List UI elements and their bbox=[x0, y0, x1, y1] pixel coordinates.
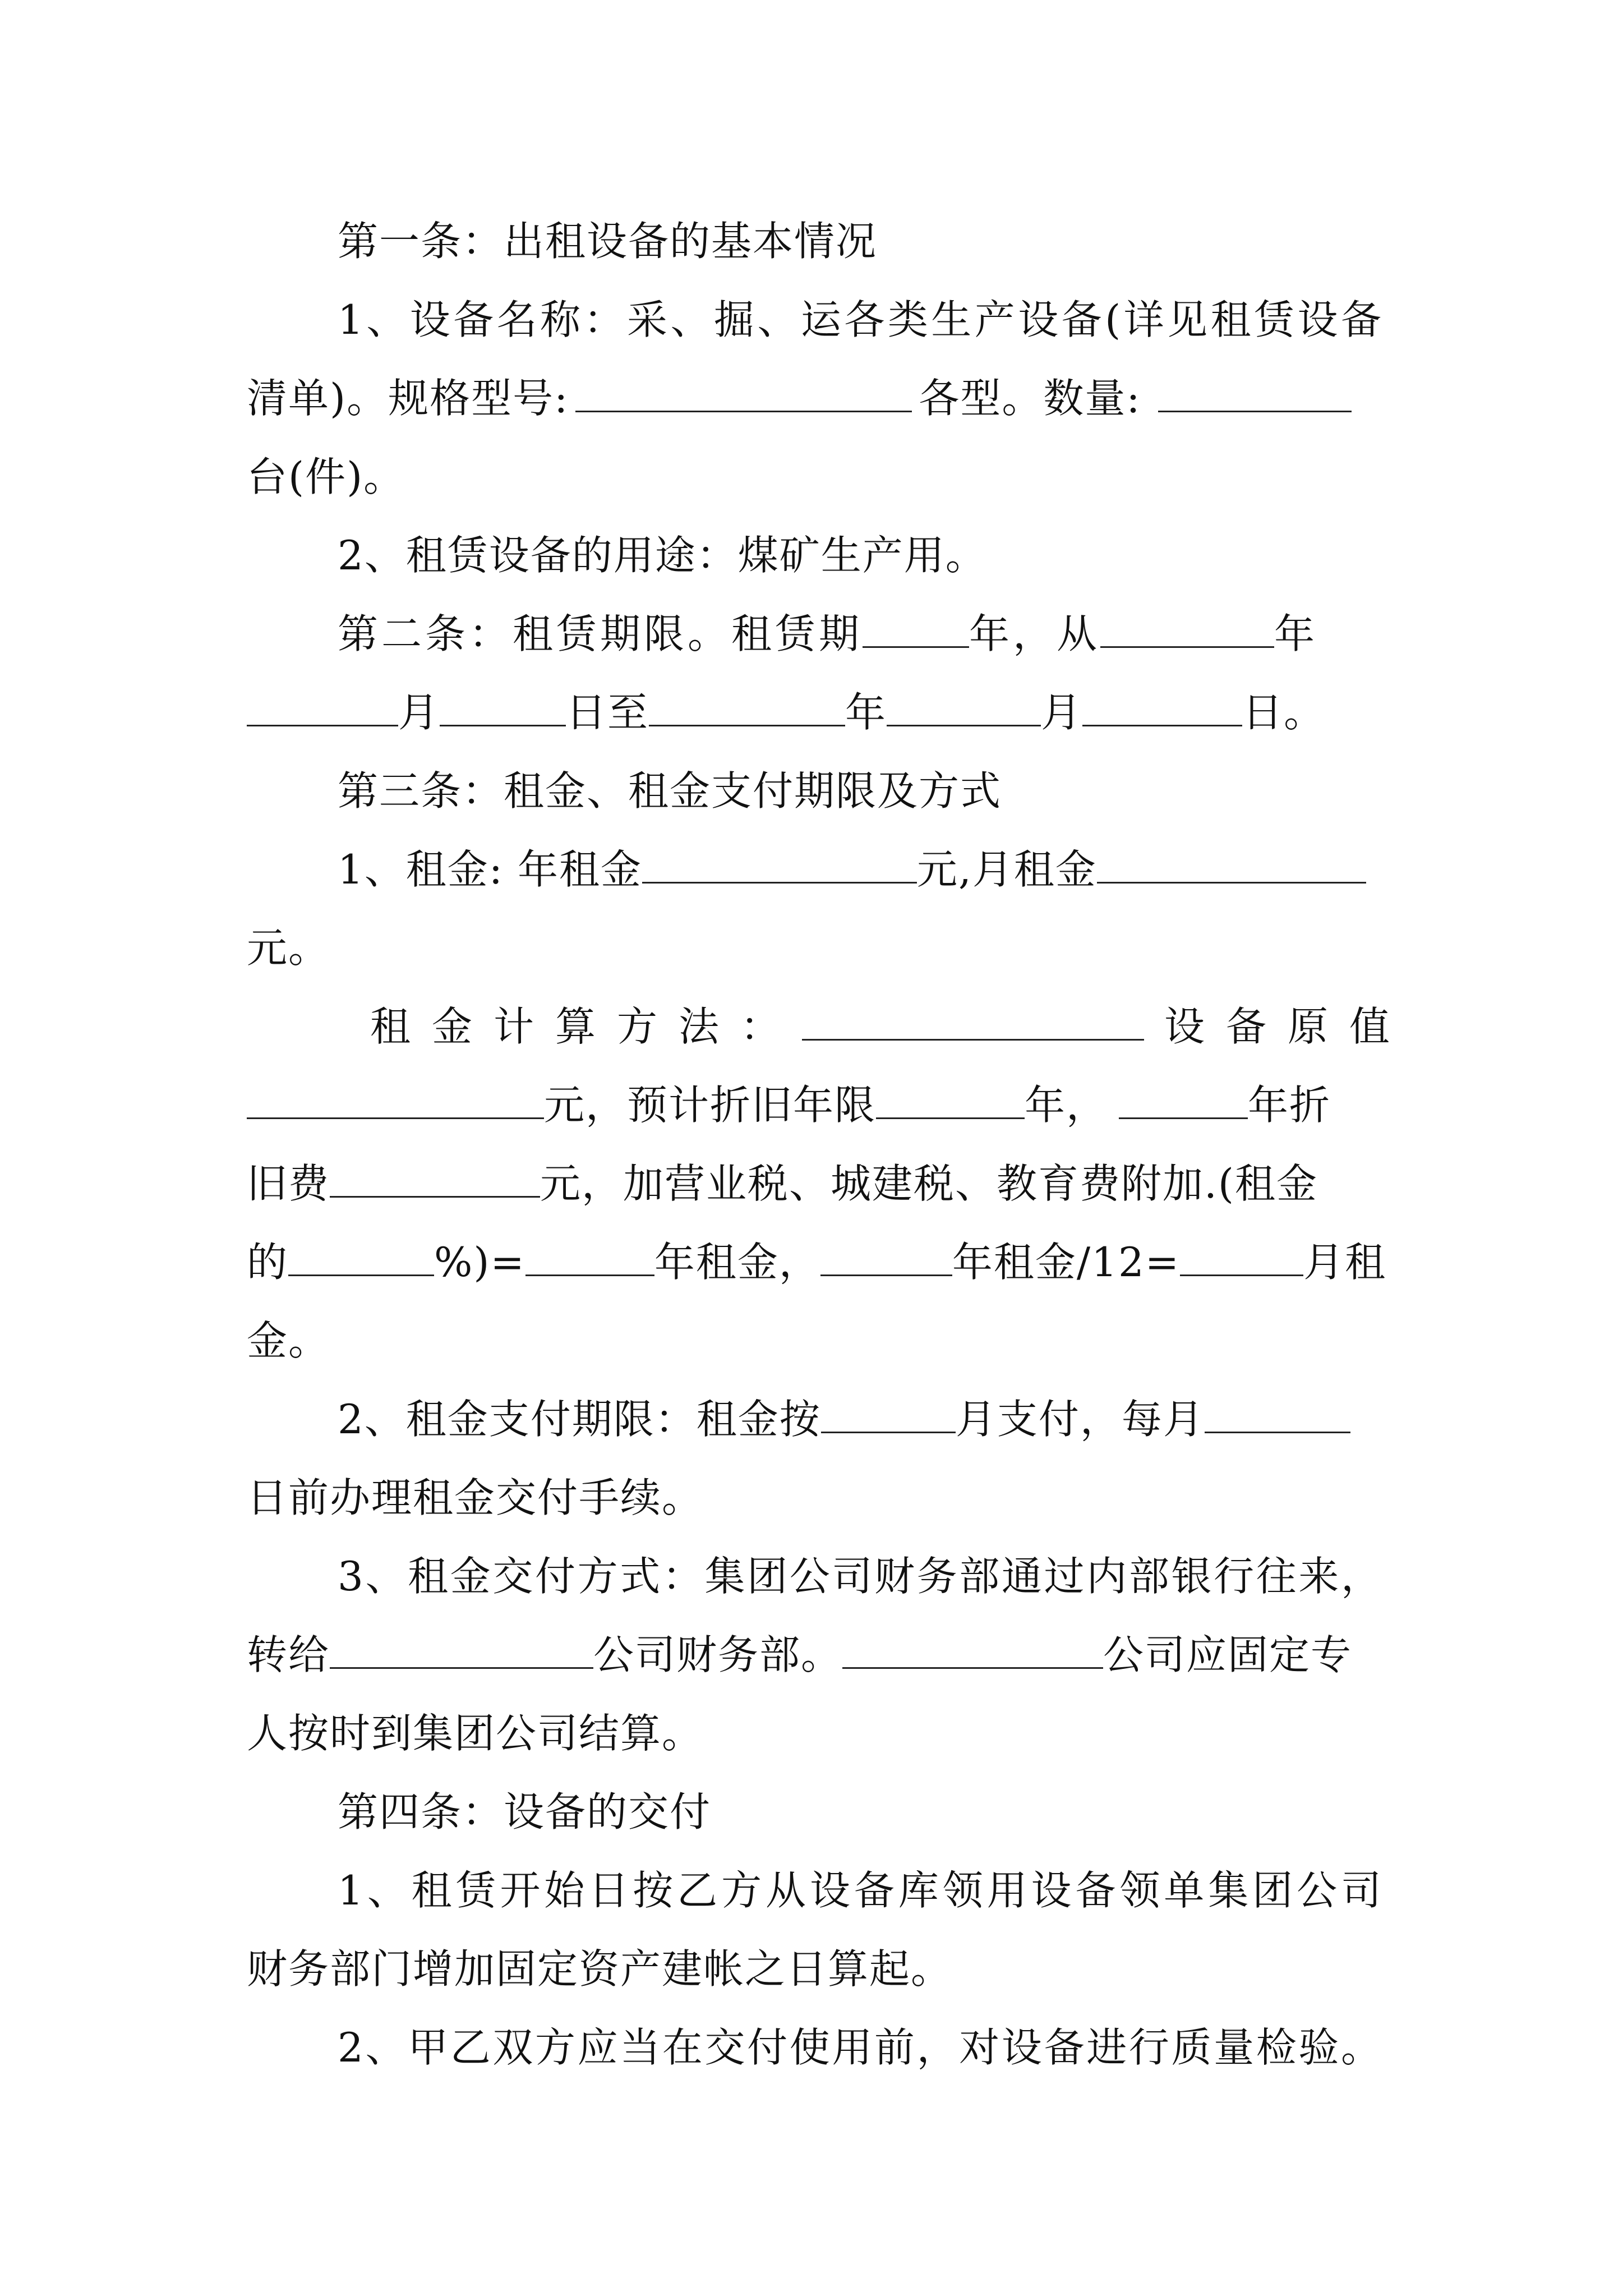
end-month-blank bbox=[887, 692, 1041, 726]
depreciation-line bbox=[247, 1066, 1382, 1144]
annual-rent-blank bbox=[642, 849, 917, 884]
depreciation-fee-blank bbox=[330, 1163, 540, 1198]
transfer-company-blank bbox=[330, 1635, 593, 1669]
monthly-rent-blank bbox=[1097, 849, 1366, 884]
spec-quantity-line bbox=[247, 359, 1382, 438]
spec-blank bbox=[575, 378, 912, 412]
depreciation-years-blank bbox=[876, 1085, 1025, 1119]
monthly-formula-label: 年租金/12= bbox=[952, 1239, 1181, 1286]
start-year-label: 年 bbox=[1274, 610, 1318, 657]
end-day-blank bbox=[1082, 692, 1242, 726]
annual-depreciation-blank bbox=[1119, 1085, 1248, 1119]
start-month-blank bbox=[247, 692, 398, 726]
month-label-1: 月 bbox=[398, 689, 440, 736]
settlement-line: 人按时到集团公司结算。 bbox=[247, 1710, 704, 1757]
fixed-staff-label: 公司应固定专 bbox=[1103, 1631, 1353, 1678]
percent-prefix: 的 bbox=[247, 1239, 289, 1286]
formula-monthly-blank bbox=[1180, 1242, 1303, 1276]
start-day-blank bbox=[440, 692, 566, 726]
day-end-label: 日。 bbox=[1242, 689, 1326, 736]
article-4-heading: 第四条：设备的交付 bbox=[338, 1788, 712, 1835]
calc-method-label: 租金计算方法： bbox=[370, 1003, 803, 1050]
taxes-label: 元，加营业税、城建税、教育费附加.(租金 bbox=[540, 1160, 1318, 1207]
quantity-label: 各型。数量: bbox=[919, 375, 1141, 422]
lease-start-cont-line: 财务部门增加固定资产建帐之日算起。 bbox=[247, 1945, 953, 1993]
monthly-rent-formula-label: 月租 bbox=[1303, 1239, 1387, 1286]
article-2-term-line bbox=[247, 595, 1382, 673]
rent-formula-end-line: 金。 bbox=[247, 1317, 330, 1364]
payment-each-month-label: 月支付，每月 bbox=[955, 1396, 1205, 1443]
term-dates-line bbox=[247, 673, 1382, 752]
percent-blank bbox=[288, 1242, 434, 1276]
article-3-heading: 第三条：租金、租金支付期限及方式 bbox=[338, 767, 1002, 815]
formula-annual-blank bbox=[525, 1242, 654, 1276]
original-value-label: 设备原值 bbox=[1164, 1003, 1412, 1050]
payment-period-line bbox=[247, 1380, 1382, 1458]
quality-inspection-line: 2、甲乙双方应当在交付使用前，对设备进行质量检验。 bbox=[338, 2024, 1382, 2071]
annual-rent-formula-label: 年租金， bbox=[654, 1239, 820, 1286]
article-1-heading: 第一条：出租设备的基本情况 bbox=[338, 218, 878, 265]
depreciation-years-label: 元，预计折旧年限 bbox=[544, 1082, 877, 1129]
term-years-blank bbox=[863, 614, 969, 648]
percent-label: %)= bbox=[434, 1239, 525, 1286]
payment-period-label: 2、租金支付期限：租金按 bbox=[338, 1396, 821, 1443]
payment-day-blank bbox=[1205, 1399, 1350, 1433]
transfer-line bbox=[247, 1616, 1382, 1694]
spec-label: 清单)。规格型号: bbox=[247, 375, 569, 422]
month-label-2: 月 bbox=[1041, 689, 1083, 736]
depreciation-fee-label: 旧费 bbox=[247, 1160, 330, 1207]
settlement-company-blank bbox=[842, 1635, 1103, 1669]
annual-rent-label: 1、租金: 年租金 bbox=[338, 846, 642, 893]
depreciation-fee-line bbox=[247, 1144, 1382, 1223]
term-label: 第二条：租赁期限。租赁期 bbox=[338, 610, 863, 657]
payment-procedure-line: 日前办理租金交付手续。 bbox=[247, 1474, 704, 1521]
annual-depreciation-label: 年折 bbox=[1248, 1082, 1331, 1129]
term-from-label: 年，从 bbox=[969, 610, 1101, 657]
end-year-blank bbox=[649, 692, 845, 726]
monthly-rent-label: 元,月租金 bbox=[916, 846, 1097, 893]
lease-start-line: 1、租赁开始日按乙方从设备库领用设备领单集团公司 bbox=[338, 1867, 1382, 1914]
equipment-use-line: 2、租赁设备的用途：煤矿生产用。 bbox=[338, 532, 987, 579]
rent-unit-line: 元。 bbox=[247, 924, 330, 972]
payment-months-blank bbox=[821, 1399, 956, 1433]
day-to-label: 日至 bbox=[566, 689, 649, 736]
payment-method-line: 3、租金交付方式：集团公司财务部通过内部银行往来， bbox=[338, 1553, 1382, 1600]
unit-line: 台(件)。 bbox=[247, 453, 405, 500]
start-year-blank bbox=[1100, 614, 1274, 648]
formula-annual-2-blank bbox=[820, 1242, 952, 1276]
rent-amount-line bbox=[247, 830, 1382, 909]
original-value-blank bbox=[247, 1085, 544, 1119]
years-comma-label: 年， bbox=[1025, 1082, 1108, 1129]
finance-dept-label: 公司财务部。 bbox=[593, 1631, 843, 1678]
rent-formula-line bbox=[247, 1223, 1387, 1301]
calc-method-blank bbox=[802, 1006, 1144, 1041]
equipment-name-line: 1、设备名称：采、掘、运各类生产设备(详见租赁设备 bbox=[338, 296, 1382, 343]
rent-calc-method-line bbox=[247, 987, 1412, 1066]
transfer-label: 转给 bbox=[247, 1631, 330, 1678]
year-label-2: 年 bbox=[845, 689, 887, 736]
quantity-blank bbox=[1158, 378, 1352, 412]
